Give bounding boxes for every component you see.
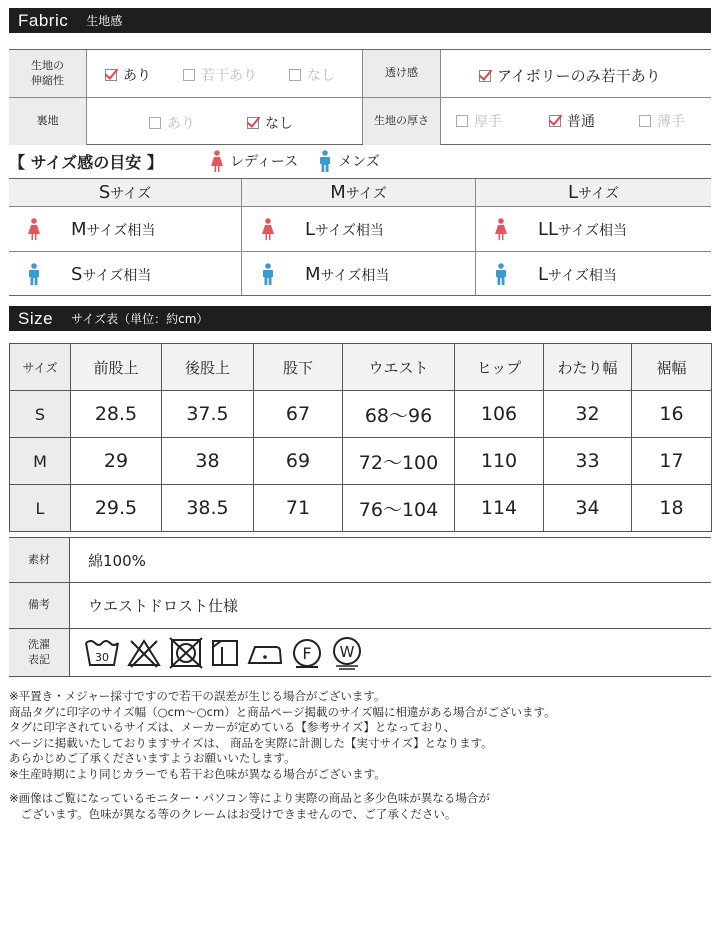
checkbox-checked-icon [479,70,491,82]
header-thigh: わたり幅 [544,344,632,391]
fit-m-ladies: Lサイズ相当 [261,207,384,251]
material-label: 素材 [9,538,70,582]
fit-guide-legend [210,149,400,173]
legend-mens: メンズ [318,150,380,172]
notes-row [9,582,711,628]
table-row: S 28.5 37.5 67 68～96 106 32 16 [10,391,712,438]
header-size: サイズ [10,344,71,391]
wash-30-icon [84,637,120,669]
size-title: Size [18,308,54,328]
table-row: M 29 38 69 72～100 110 33 17 [10,438,712,485]
lining-label: 裏地 [9,98,87,145]
fit-l-ladies: LLサイズ相当 [494,207,627,251]
legend-ladies: レディース [210,150,298,172]
thickness-label: 生地の厚さ [363,98,441,145]
wet-clean-w-icon [330,636,364,670]
fit-guide-title: 【 サイズ感の目安 】 [9,152,163,172]
disclaimer-line: ※平置き・メジャー採寸ですので若干の誤差が生じる場合がございます。 [9,689,386,703]
checkbox-checked-icon [105,69,117,81]
fit-s-mens: Sサイズ相当 [27,252,151,296]
header-inseam: 股下 [254,344,343,391]
fit-header-s: S サイズ [9,179,241,206]
man-icon [494,263,508,285]
header-back-rise: 後股上 [162,344,254,391]
iron-low-icon [246,637,284,669]
no-tumble-dry-icon [168,637,204,669]
size-header [9,306,711,331]
header-front-rise: 前股上 [71,344,162,391]
fit-l-mens: Lサイズ相当 [494,252,617,296]
checkbox-checked-icon [549,115,561,127]
fit-s-ladies: Mサイズ相当 [27,207,155,251]
fabric-header [9,8,711,33]
dry-clean-f-icon [290,637,324,669]
no-bleach-icon [126,637,162,669]
woman-icon [27,218,41,240]
thickness-option-normal: 普通 [549,111,595,131]
thickness-option-thick: 厚手 [456,111,502,131]
man-icon [318,150,332,172]
size-table-header [10,344,712,391]
care-icons [70,629,711,676]
notes-label: 備考 [9,583,70,628]
thickness-option-thin: 薄手 [639,111,685,131]
sheer-label: 透け感 [363,50,441,97]
checkbox-icon [639,115,651,127]
stretch-option-yes: あり [105,65,151,85]
man-icon [27,263,41,285]
fabric-table [9,49,711,145]
fit-m-mens: Mサイズ相当 [261,252,389,296]
stretch-option-slight: 若干あり [183,65,257,85]
fabric-subtitle: 生地感 [86,14,123,28]
svg-text:F: F [302,643,312,663]
disclaimer-line: タグに印字されているサイズは、メーカーが定めている【参考サイズ】となっており、 [9,720,456,734]
checkbox-icon [289,69,301,81]
man-icon [261,263,275,285]
disclaimer-line: ございます。色味が異なる等のクレームはお受けできませんので、ご了承ください。 [9,806,457,821]
lining-option-no: なし [247,113,293,133]
line-dry-shade-icon [210,637,240,669]
stretch-option-no: なし [289,65,335,85]
woman-icon [261,218,275,240]
fit-header-l: L サイズ [476,179,711,206]
header-waist: ウエスト [343,344,455,391]
material-row [9,537,711,582]
fit-guide-table [9,178,711,296]
checkbox-checked-icon [247,117,259,129]
header-hem: 裾幅 [632,344,712,391]
header-hip: ヒップ [455,344,544,391]
disclaimer-line: ※画像はご覧になっているモニター・パソコン等により実際の商品と多少色味が異なる場合が [9,791,490,805]
disclaimer-line: ページに掲載いたしておりますサイズは、 商品を実際に計測した【実寸サイズ】となります。 [9,735,493,750]
lining-option-yes: あり [149,113,195,133]
svg-text:30: 30 [95,650,109,664]
woman-icon [210,150,224,172]
checkbox-icon [183,69,195,81]
disclaimer-line: ※生産時期により同じカラーでも若干お色味が異なる場合がございます。 [9,766,386,781]
table-row: L 29.5 38.5 71 76～104 114 34 18 [10,485,712,532]
care-label: 洗濯 表記 [9,629,70,676]
disclaimer-notes [9,689,556,822]
sheer-option: アイボリーのみ若干あり [479,65,661,86]
fabric-title: Fabric [18,10,69,30]
care-row [9,628,711,677]
svg-text:W: W [339,642,355,661]
disclaimer-line: あらかじめご了承くださいますようお願いいたします。 [9,751,296,765]
fit-header-m: M サイズ [242,179,475,206]
disclaimer-line: 商品タグに印字のサイズ幅（○cm～○cm）と商品ページ掲載のサイズ幅に相違がある場合がございます。 [9,704,556,719]
checkbox-icon [456,115,468,127]
material-value: 綿100% [88,551,146,570]
notes-value: ウエストドロスト仕様 [88,597,239,615]
checkbox-icon [149,117,161,129]
size-subtitle: サイズ表（単位：約cm） [71,312,209,326]
stretch-label: 生地の 伸縮性 [9,50,87,97]
size-table [9,343,712,532]
woman-icon [494,218,508,240]
